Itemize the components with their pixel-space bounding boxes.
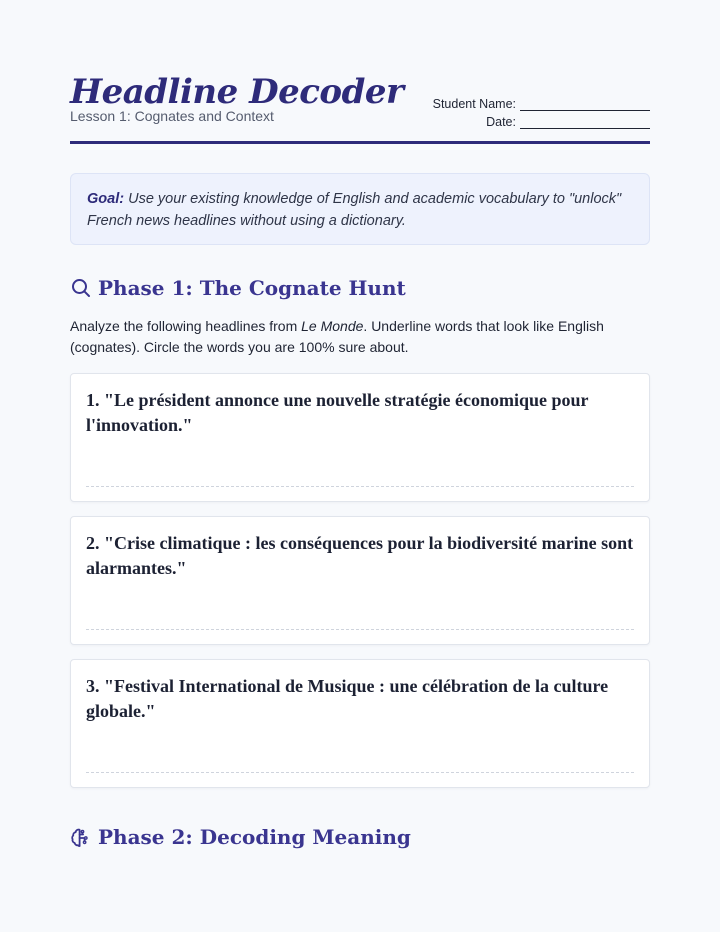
intro-text-before: Analyze the following headlines from bbox=[70, 318, 302, 334]
lesson-subtitle: Lesson 1: Cognates and Context bbox=[70, 108, 274, 124]
intro-text-after: . Underline words that look like English (cognates). Circle the words you are 100% sure about. bbox=[70, 318, 604, 355]
search-icon bbox=[70, 277, 92, 299]
goal-text: Use your existing knowledge of English and academic vocabulary to "unlock" French news headlines without using a dictionary. bbox=[87, 191, 622, 229]
goal-label: Goal: bbox=[87, 191, 125, 207]
headline-text: 3. "Festival International de Musique : une célébration de la culture globale." bbox=[86, 676, 609, 721]
headline-text: 2. "Crise climatique : les conséquences pour la biodiversité marine sont alarmantes." bbox=[86, 533, 634, 578]
phase1-instructions bbox=[70, 316, 660, 358]
student-meta bbox=[433, 93, 650, 129]
date-label: Date: bbox=[486, 115, 516, 129]
phase2-title: Phase 2: Decoding Meaning bbox=[98, 825, 411, 849]
headline-card-2 bbox=[70, 516, 650, 645]
goal-box bbox=[70, 173, 650, 245]
phase1-title: Phase 1: The Cognate Hunt bbox=[98, 276, 406, 300]
headline-card-3 bbox=[70, 659, 650, 788]
answer-line[interactable] bbox=[86, 629, 634, 630]
brain-icon bbox=[70, 826, 92, 848]
phase2-heading bbox=[70, 825, 411, 849]
answer-line[interactable] bbox=[86, 486, 634, 487]
intro-source: Le Monde bbox=[301, 318, 364, 334]
date-row bbox=[433, 111, 650, 129]
answer-line[interactable] bbox=[86, 772, 634, 773]
student-name-label: Student Name: bbox=[432, 97, 516, 111]
date-field[interactable] bbox=[520, 117, 650, 129]
header-divider bbox=[70, 141, 650, 144]
phase1-heading bbox=[70, 276, 406, 300]
worksheet-header bbox=[70, 68, 650, 144]
student-name-row bbox=[433, 93, 650, 111]
headline-card-1 bbox=[70, 373, 650, 502]
headline-text: 1. "Le président annonce une nouvelle stratégie économique pour l'innovation." bbox=[86, 390, 589, 435]
page-title: Headline Decoder bbox=[70, 72, 404, 112]
student-name-field[interactable] bbox=[520, 99, 650, 111]
